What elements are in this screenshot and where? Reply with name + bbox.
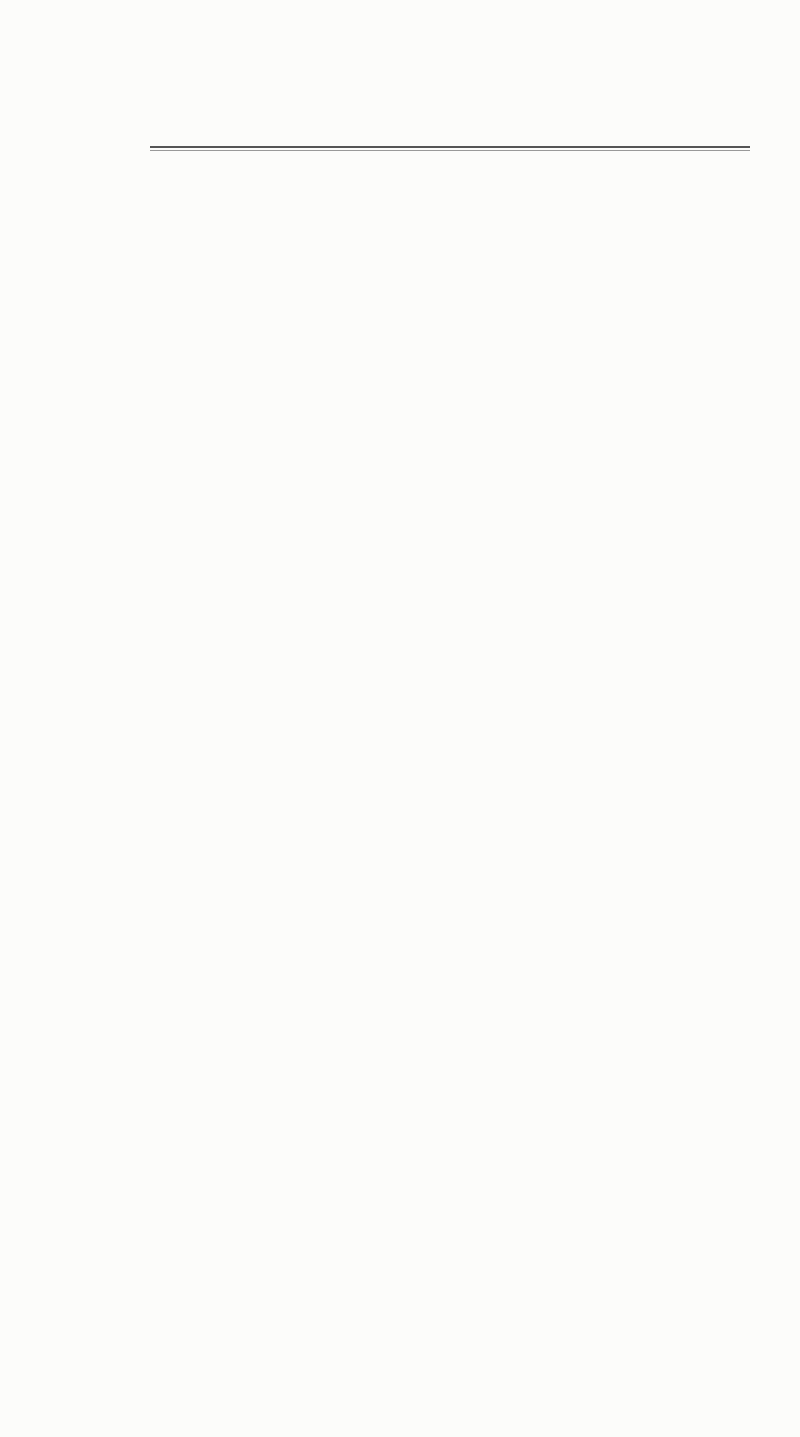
header-rule-thin [150, 150, 750, 151]
header-rule [150, 146, 750, 148]
